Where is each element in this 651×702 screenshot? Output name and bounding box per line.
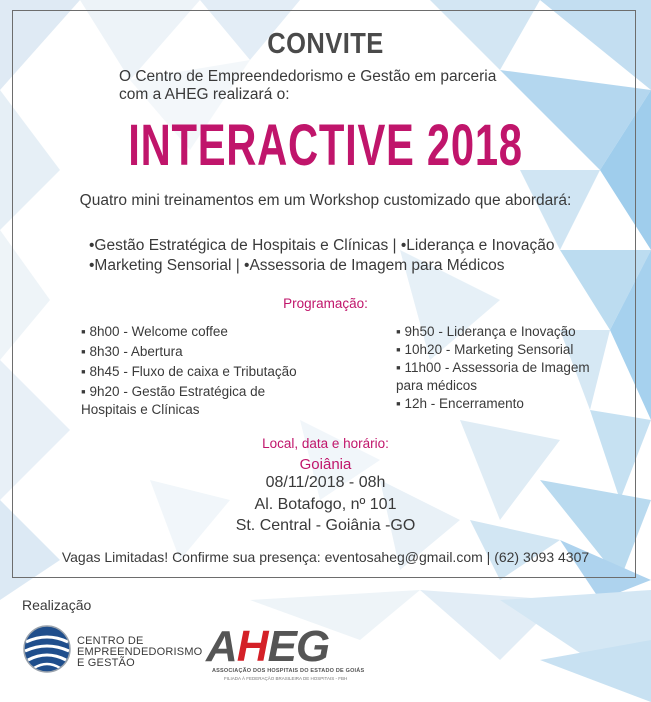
- schedule-right-column: [396, 323, 590, 413]
- schedule-item: ▪ 11h00 - Assessoria de Imagem: [396, 360, 590, 375]
- aheg-logo-tagline-2: FILIADA À FEDERAÇÃO BRASILEIRA DE HOSPITAIS - FBH: [224, 676, 348, 681]
- schedule-item: ▪ 10h20 - Marketing Sensorial: [396, 342, 574, 357]
- ceg-logo-text: [77, 636, 202, 669]
- intro-line-1: O Centro de Empreendedorismo e Gestão em parceria: [119, 68, 497, 85]
- ceg-logo-line-2: EMPREENDEDORISMO: [77, 646, 203, 658]
- location-title: Local, data e horário:: [262, 436, 389, 451]
- location-city: Goiânia: [299, 456, 352, 473]
- aheg-logo: [206, 622, 381, 688]
- event-subtitle: Quatro mini treinamentos em um Workshop customizado que abordará:: [79, 192, 572, 209]
- schedule-item: ▪ 9h50 - Liderança e Inovação: [396, 324, 576, 339]
- invitation-heading: CONVITE: [267, 28, 384, 60]
- event-datetime: 08/11/2018 - 08h: [265, 474, 386, 491]
- intro-text: [119, 68, 496, 104]
- topics-list: [89, 236, 555, 276]
- schedule-item: ▪ 8h00 - Welcome coffee: [81, 324, 228, 339]
- schedule-item: ▪ 8h45 - Fluxo de caixa e Tributação: [81, 364, 297, 379]
- schedule-item: ▪ 9h20 - Gestão Estratégica de: [81, 384, 266, 399]
- ceg-logo-line-3: E GESTÃO: [77, 657, 135, 669]
- schedule-item: ▪ 12h - Encerramento: [396, 396, 524, 411]
- aheg-logo-wordmark: [206, 622, 329, 672]
- schedule-item-continued: Hospitais e Clínicas: [81, 402, 200, 417]
- aheg-logo-h: H: [236, 622, 268, 671]
- ceg-logo: [22, 622, 203, 680]
- aheg-logo-a: A: [206, 622, 237, 671]
- program-title: Programação:: [283, 296, 368, 311]
- realizacao-label: Realização: [22, 597, 92, 613]
- topics-line-2: •Marketing Sensorial | •Assessoria de Imagem para Médicos: [89, 257, 505, 274]
- contact-line: Vagas Limitadas! Confirme sua presença: eventosaheg@gmail.com | (62) 3093 4307: [61, 549, 590, 565]
- aheg-logo-tagline: ASSOCIAÇÃO DOS HOSPITAIS DO ESTADO DE GOIÁS: [212, 668, 365, 674]
- globe-icon: [22, 624, 72, 674]
- schedule-item: ▪ 8h30 - Abertura: [81, 344, 183, 359]
- topics-line-1: •Gestão Estratégica de Hospitais e Clínicas | •Liderança e Inovação: [89, 237, 555, 254]
- event-address: Al. Botafogo, nº 101: [254, 496, 397, 513]
- schedule-item-continued: para médicos: [396, 378, 478, 393]
- ceg-logo-line-1: CENTRO DE: [77, 635, 144, 647]
- schedule-left-column: [81, 323, 297, 421]
- intro-line-2: com a AHEG realizará o:: [119, 86, 290, 103]
- event-district: St. Central - Goiânia -GO: [235, 517, 416, 534]
- event-title: INTERACTIVE 2018: [128, 113, 523, 178]
- aheg-logo-eg: EG: [267, 622, 330, 671]
